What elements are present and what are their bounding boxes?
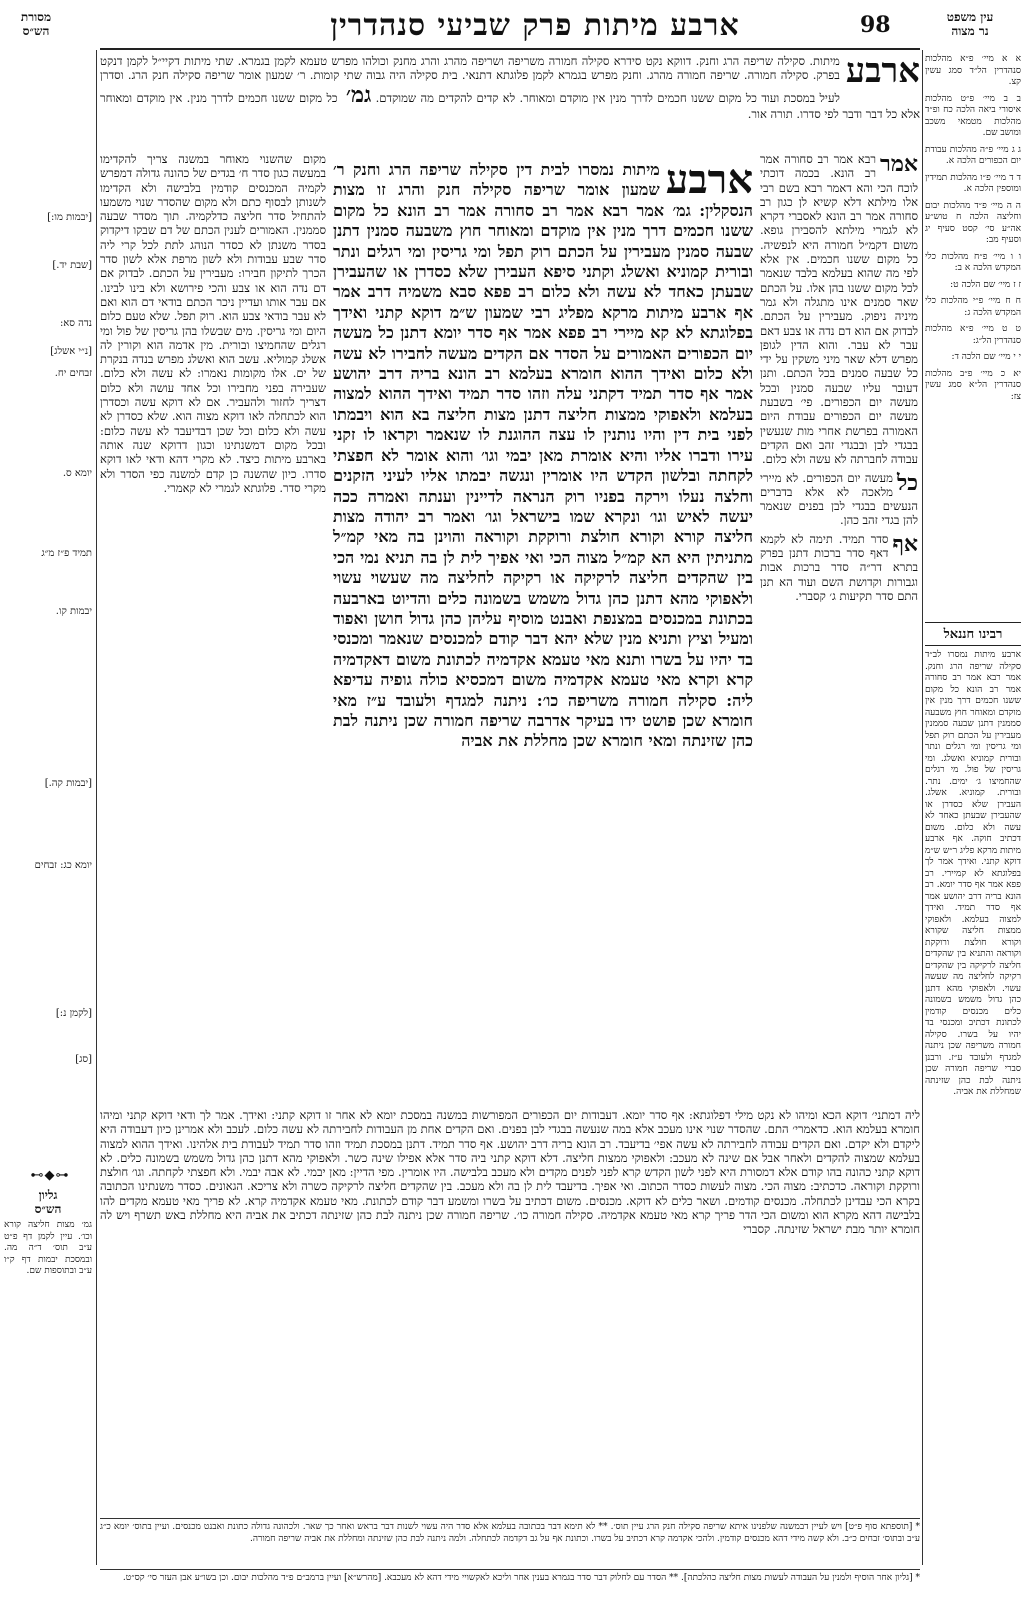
ein-mishpat-item: ד ד מיי׳ פ״ו מהלכות תמידין ומוספין הלכה א. bbox=[925, 172, 1021, 194]
right-rashi-heading: אמר bbox=[880, 151, 918, 177]
ein-mishpat-item: ו ו מיי׳ פ״ח מהלכות כלי המקדש הלכה א ב: bbox=[925, 251, 1021, 273]
main-opening-word: ארבע bbox=[665, 156, 753, 203]
page-header bbox=[0, 8, 1024, 48]
top-rashi-gemara-word: גמ׳ bbox=[345, 81, 372, 108]
top-rashi bbox=[100, 51, 920, 150]
right-rashi-text: רבא אמר רב סחורה אמר רב הונא. בכמה דוכתי לוכח הכי והא דאמר רבא בשם רבי אלו מילתא דלא קשיא לן כגון רב סחורה אמר רב הונא לאסברי דקרא לא לגמרי מילתא להסבירן גופא. משום דקמ״ל חמורה היא לנפשיה. כל מקום ששנו חכמים. אין אלא לפי מה שהוא בעלמא בלבד שנאמר לכל מקום ששנו בהן אלו. על הכתם שאר סמנים אינו מתגלה ולא גמר מיניה ניפוק. מעבירין על הכתם. לבדוק אם הוא דם נדה או צבע דאם עבר לא עבר. והוא הדין לגופן מפרש דלא שאר מיני משקין על ידי כל שבעה סמנים בכל הכתם. ותנן דעובר עליו שבעה סמנין ובכל מעשה יום הכפורים. פי׳ בשבעת מעשה יום הכפורים עבודת היום האמורה בפרשת אחרי מות שנעשין בבגדי לבן ובבגדי זהב ואם הקדים עבודה לחברתה לא עשה ולא כלום. bbox=[760, 152, 918, 467]
masoret-label: מסורת הש״ס bbox=[20, 10, 52, 38]
masoret-note: יומא ס. bbox=[62, 468, 92, 479]
left-margin-rule bbox=[96, 50, 97, 1565]
gilyon-title: גליון הש״ס bbox=[34, 1188, 62, 1216]
bottom-commentary-text: ליה דמתני׳ דוקא הכא ומיהו לא נקט מילי דפלוגתא: אף סדר יומא. דעבודות יום הכפורים המפורשות במשנה במסכת יומא לא אחר זו דוקא קתני: ואידך. אמר לך ודאי דוקא קתני ומיהו חומרא בעלמא הוא. כדאמרי׳ התם. שהסדר שנוי אינו מעכב אלא במה שנעשה בבגדי לבן בפנים. ואם הקדים אחת מן העבודות לחבירתה לא עשה כלום. לעכב ולא אמרינן כיון דעבודה היא ליקדם ולא יקדם. ואם הקדים עבודה לחבירתה לא עשה אפי׳ בדיעבד. רב הונא בריה דרב יהושע. אף סדר תמיד. דתנן במסכת תמיד וזהו סדר תמיד לעבודת בית אלהינו. ואידך ההוא למצוה בעלמא שמצוה להקדים ולאחר אבל אם שינה לא מעכב: ולאפוקי ממצות חליצה. דלא דוקא קתני ביה סדר אלא אפילו שינה כשר. ולאפוקי מהא דתנן כהן גדול משמש בשמונה כלים. לא דוקא קתני כהונה בהו קודם אלא דמסורת היא לפני לשון הקדש קרא לפני לפנים מקדים ולא מעכב בלבישה. היו אומרין. מפי הדיין: מאן יבמי. לא אבה יבמי. ולא חפצתי לקחתה. וגו׳ חולצת ורוקקת וקוראה. כדכתיב: מצוה הכי. מצוה לעשות כסדר הכתוב. ואי אפיך. בדיעבד לית לן בה ולא מעכב. בין שהקדים חליצה לרקיקה כשרה ולא צריכא. הגאונים. כסדר משנתינו הכתובה בקרא הכי עבדינן לכתחלה. מכנסים קודמים. ושאר כלים לא דוקא. מכנסים. משום דכתיב על בשרו ומשמע דבר קודם לכתונת. מאי טעמא אקדמיה קרא. לא פריך מאי טעמא מקדים להו בלבישה דהא מקרא הוא ומשום הכי הדר פריך קרא מאי טעמא אקדמיה. סקילה חמורה כו׳. שריפה חמורה שכן ניתנה לבת כהן שזינתה דכתיב את אביה היא מחללת באש תשרף ויש לה חומרא יותר מבת ישראל שזינתה. קסברי bbox=[100, 1108, 920, 1237]
top-rashi-text: מיתות. סקילה שריפה הרג וחנק. דווקא נקט סידרא סקילה חמורה משריפה ושריפה מהרג והרג מחנק וכולהו מפרש טעמא לקמן בגמרא. שתי מיתות דקיי״ל לקמן דנקט בפרק. סקילה חמורה. שריפה חמורה מהרג. וחנק מפרש בגמרא לקמן פלוגתא דתנאי. בית סקילה היה גבוה שתי קומות. ר׳ שמעון אומר שריפה סקילה חנק הרג. וסדרן לעיל במסכת ועוד כל מקום ששנו חכמים לדרך מנין אין מוקדם ומאוחר. לא קדים להקדים מה שמוקדם. bbox=[100, 54, 840, 105]
ein-mishpat-item: א א מיי׳ פ״א מהלכות סנהדרין הל״ד סמג עשין קצ. bbox=[925, 54, 1021, 87]
bottom-commentary bbox=[100, 1108, 920, 1513]
ein-mishpat-item: ט ט מיי׳ פ״א מהלכות סנהדרין הל״ג: bbox=[925, 324, 1021, 346]
ein-mishpat bbox=[925, 54, 1021, 614]
ein-mishpat-label: עין משפט נר מצוה bbox=[946, 10, 994, 38]
masoret-note: נדה סא: bbox=[59, 318, 92, 329]
footnote-1: * [תוספתא סוף פ״ט] ויש לעיין דבמשנה שלפנינו איתא שריפה סקילה חנק הרג עיין תוס׳. ** לא תימא דבר בכתובה בעלמא אלא סדר היה עשוי לשנות דבר בראש ואחר כך שאר. ולכהונה גדולה כתונת ואבנט מכנסים. ועיין בתוס׳ יומא כ״ג ע״ב ובתוס׳ זבחים כ״ב. ולא קשה מידי דהא מכנסים קודמין. ולהכי אקדמה קרא דכתיב על בשרו. וכתונת אף על גב דקדמה לכתחלה. ולמה ניתנה לבת כהן שזינתה ומחללת את אביה שריפה חמורה. bbox=[100, 1522, 920, 1544]
left-commentary-text: מקום שהשנוי מאוחר במשנה צריך להקדימו במעשה כגון סדר ח׳ בגדים של כהונה גדולה דמפרש לקמיה המכנסים קודמין בלבישה ולא הקדימו לשנותן לבסוף כתם ולא מקום שהסדר שנוי משמעו להתחיל סדר חליצה כדלקמיה. תוך מסדר שבעה סממנין. האמורים לענין הכתם של דם שבקו דיקדוק בסדר משנתן לא כסדר הנוהג לתת לכל קרי ליה סדר שבע עבודות ולא לשון מרפת אלא לשון סדר הכרך לתיקון חבירו: מעבירין על הכתם. לבדוק אם דם נדה הוא או צבע והכי פירושא ולא בינו לבינו. אם עבר אותו ועדיין ניכר הכתם בודאי דם הוא ואם לא עבר בודאי צבע הוא. רוק תפל. שלא טעם כלום היום ומי גריסין. מים שבשלו בהן גריסין של פול ומי רגלים שהחמיצו ובורית. מין אדמה הוא וקורין לה אשלג קמוליא. עשב הוא ואשלג מפרש בנדה בנקרת של ים. אלו מקומות נאמרו: לא עשה ולא כלום. שעבירה בפני מחבירו וכל אחד עושה ולא כלום דצריך לחזור ולהעביר. אם לא דוקא עשה וכסדרן הוא לכתחלה לאו דוקא מצוה הוא. שלא כסדרן לא עשה ולא כלום וכל שכן דבדיעבד לא עשה כלום: ובכל מקום דמשנתינו וכגון דדוקא שנה אותה בארבע מיתות כיצד. לא מקרי דהא ודאי לאו דוקא סדרו. כיון שהשנה כן קדם למשנה כפי הסדר ולא מקרי סדר. פלוגתא לגמרי לא קאמרי. bbox=[100, 152, 326, 495]
masoret-note: תמיד פ״ז מ״ג bbox=[41, 548, 92, 559]
top-rashi-opening: ארבע bbox=[845, 51, 920, 91]
right-margin-rule bbox=[922, 50, 923, 1565]
ein-mishpat-item: ב ב מיי׳ פ״ט מהלכות איסורי ביאה הלכה כח ופ״ד מהלכות מטמאי משכב ומושב שם. bbox=[925, 93, 1021, 138]
rabbeinu-chananel bbox=[925, 618, 1021, 1563]
page-number: 98 bbox=[860, 12, 891, 38]
left-commentary bbox=[100, 152, 326, 1107]
top-rashi-gemara-text: כל מקום ששנו חכמים לדרך מנין. אין מוקדם ומאוחר אלא כל דבר ודבר לפי סדרו. תורה אור. bbox=[100, 90, 920, 121]
footnote-rule-2 bbox=[100, 1569, 920, 1570]
rabbeinu-chananel-text: ארבע מיתות נמסרו לב״ד סקילה שריפה הרג וחנק. אמר רבא אמר רב סחורה אמר רב הונא כל מקום ששנו חכמים דרך מנין אין מוקדם ומאוחר חוץ משבעה סממנין דתנן שבעה סממנין מעבירין על הכתם רוק תפל ומי גריסין ומי רגלים ונתר ובורית קמוניא ואשלג. ומי גריסין של פול. מי רגלים שהחמיצו ג׳ ימים. נתר. ובורית. קמוניא. אשלג. העבירן שלא כסדרן או שהעבירן שבעתן כאחד לא עשה ולא כלום. משום דכתיב חוקה. אף ארבע מיתות מרקא פליג ר״ש ש״מ דוקא קתני. ואידך אמר לך בפלוגתא לא קמיירי. רב פפא אמר אף סדר יומא. רב הונא בריה דרב יהושע אמר אף סדר תמיד. ואידך למצוה בעלמא. ולאפוקי ממצות חליצה שקורא וקורא חולצת ורוקקת וקוראה והתניא בין שהקדים חליצה לרקיקה בין שהקדים רקיקה לחליצה מה שעשה עשוי. ולאפוקי מהא דתנן כהן גדול משמש בשמונה כלים מכנסים קודמין לכתונת דכתיב ומכנסי בד יהיו על בשרו. סקילה חמורה משריפה שכן ניתנה למגדף ולעובד ע״ז. ורבנן סברי שריפה חמורה שכן ניתנה לבת כהן שזינתה שמחללת את אביה. bbox=[925, 650, 1021, 1097]
masoret-note: [נ״י אשלג] bbox=[50, 346, 92, 357]
right-rashi bbox=[760, 151, 918, 603]
footnote-rule bbox=[100, 1518, 920, 1519]
masoret-note: [סג] bbox=[75, 1054, 92, 1065]
gilyon-hashas bbox=[4, 1188, 92, 1328]
masoret-note: יומא כג: זבחים bbox=[34, 860, 92, 871]
masoret-note: [יבמות קה.] bbox=[44, 778, 92, 789]
ein-mishpat-item: יא כ מיי׳ פ״ב מהלכות סנהדרין הל״א סמג עשין צז: bbox=[925, 368, 1021, 402]
main-gemara-text: מיתות נמסרו לבית דין סקילה שריפה הרג וחנק ר׳ שמעון אומר שריפה סקילה חנק והרג זו מצות הנסקלין: גמ׳ אמר רבא אמר רב סחורה אמר רב הונא כל מקום ששנו חכמים דרך מנין אין מוקדם ומאוחר חוץ משבעה סמנין דתנן שבעה סמנין מעבירין על הכתם רוק תפל ומי גריסין ומי רגלים ונתר ובורית קמוניא ואשלג וקתני סיפא העבירן שלא כסדרן או שהעבירן שבעתן כאחד לא עשה ולא כלום רב פפא סבא משמיה דרב אמר אף ארבע מיתות מרקא מפליג רבי שמעון ש״מ דוקא קתני ואידך בפלוגתא לא קא מיירי רב פפא אמר אף סדר יומא דתנן כל מעשה יום הכפורים האמורים על הסדר אם הקדים מעשה לחבירו לא עשה ולא כלום ואידך ההוא חומרא בעלמא רב הונא בריה דרב יהושע אמר אף סדר תמיד דקתני עלה וזהו סדר תמיד ואידך ההוא למצוה בעלמא ולאפוקי ממצות חליצה דתנן מצות חליצה בא הוא ויבמתו לפני בית דין והיו נותנין לו עצה ההוגנת לו שנאמר וקראו לו זקני עירו ודברו אליו והיא אומרת מאן יבמי וגו׳ והוא אומר לא חפצתי לקחתה ובלשון הקדש היו אומרין ונגשה יבמתו אליו לעיני הזקנים וחלצה נעלו וירקה בפניו רוק הנראה לדיינין וענתה ואמרה ככה יעשה לאיש וגו׳ ונקרא שמו בישראל וגו׳ ואמר רב יהודה מצות חליצה קורא וקורא חולצת ורוקקת וקוראה והוינן בה מאי קמ״ל מתניתין היא הא קמ״ל מצוה הכי ואי אפיך לית לן בה תניא נמי הכי בין שהקדים חליצה לרקיקה או רקיקה לחליצה מה שעשוי עשוי ולאפוקי מהא דתנן כהן גדול משמש בשמונה כלים והדיוט בארבעה בכתונת במכנסים במצנפת ואבנט מוסיף עליהן כהן גדול חושן ואפוד ומעיל וציץ ותניא מנין שלא יהא דבר קודם למכנסים שנאמר ומכנסי בד יהיו על בשרו ותנא מאי טעמא אקדמיה לכתונת משום דאקדמיה קרא וקרא מאי טעמא אקדמיה משום דמכסיא כולה גופיה עדיפא ליה: סקילה חמורה משריפה כו׳: ניתנה למגדף ולעובד ע״ז מאי חומרא שכן פושט ידו בעיקר אדרבה שריפה חמורה שכן ניתנה לבת כהן שזינתה ומאי חומרא שכן מחללת את אביה bbox=[333, 160, 754, 751]
chapter-title: ארבע מיתות פרק שביעי סנהדרין bbox=[330, 8, 740, 43]
right-rashi-2-text: מעשה יום הכפורים. לא מיירי מלאכה לא אלא בדברים הנעשים בבגדי לבן בפנים שנאמר להן בגדי זהב כהן. bbox=[760, 470, 918, 528]
ein-mishpat-item: ג ג מיי׳ פ״ה מהלכות עבודת יום הכפורים הלכה א. bbox=[925, 144, 1021, 166]
right-rashi-3-heading: אף bbox=[892, 530, 918, 557]
masoret-note: [לקמן נ:] bbox=[55, 1008, 92, 1019]
rabbeinu-chananel-title: רבינו חננאל bbox=[925, 622, 1021, 646]
right-rashi-3-text: סדר תמיד. תימה לא לקמא דאף סדר ברכות דתנן בפרק בתרא דר״ה סדר ברכות אבות וגבורות וקדושת השם ועוד הא תנן התם סדר תקיעות ג׳ קסברי. bbox=[760, 531, 918, 603]
masoret-note: יבמות קו. bbox=[55, 606, 92, 617]
masoret-note: [שבת יד.] bbox=[52, 260, 92, 271]
right-rashi-2-heading: כל bbox=[896, 469, 918, 496]
gilyon-text: גמ׳ מצות חליצה קורא וכו׳. עיין לקמן דף פ״ט ע״ב תוס׳ ד״ה מה. ובמסכת יבמות דף ק״ו ע״ב ובתוספות שם. bbox=[4, 1220, 92, 1276]
masoret-note: זבחים יח. bbox=[54, 368, 92, 379]
footnote-2: * [גליון אחר הוסיף ולמנין על העבודה לעשות מצות חליצה כהלכתה]. ** הסדר עם לחלוק דבר סדר בגמרא בענין אחר וליכא לאקשויי מידי דהא לא מעכבא. [מהרש״א] ועיין ברמב״ם פ״ד מהלכות יבום. וכן בשו״ע אבן העזר סי׳ קס״ט. bbox=[122, 1573, 920, 1583]
ein-mishpat-item: ה ה מיי׳ פ״ד מהלכות יבום וחליצה הלכה ח טוש״ע אה״ע סי׳ קסט סעיף יג וסעיף מב: bbox=[925, 200, 1021, 245]
main-gemara bbox=[333, 156, 754, 1105]
ein-mishpat-item: ז ז מיי׳ שם הלכה ט: bbox=[950, 279, 1021, 290]
ornament-divider: ⊷◆⊶ bbox=[30, 1168, 70, 1183]
ein-mishpat-item: ח ח מיי׳ פ״י מהלכות כלי המקדש הלכה ג: bbox=[925, 296, 1021, 318]
ein-mishpat-item: י י מיי׳ שם הלכה ד: bbox=[951, 352, 1021, 362]
masoret-note: [יבמות מו:] bbox=[47, 212, 92, 223]
header-rule bbox=[100, 48, 920, 50]
